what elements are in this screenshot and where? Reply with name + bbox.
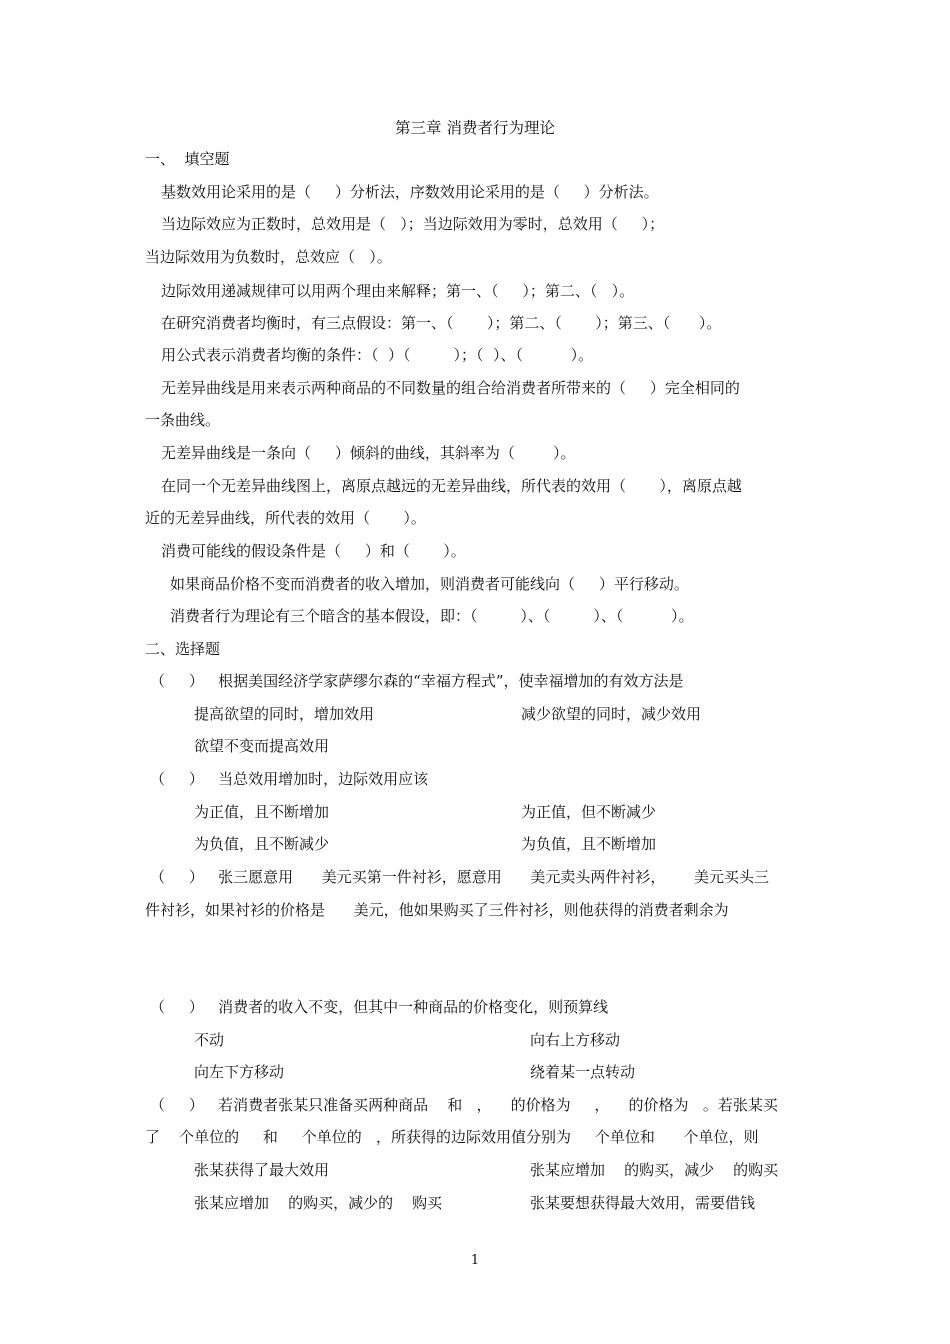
question-stem: 件衬衫，如果衬衫的价格是 美元，他如果购买了三件衬衫，则他获得的消费者剩余为	[145, 901, 729, 919]
fill-blank-line: 在同一个无差异曲线图上，离原点越远的无差异曲线，所代表的效用（ ），离原点越	[161, 477, 742, 495]
option: 张某要想获得最大效用，需要借钱	[530, 1194, 756, 1212]
option: 张某应增加 的购买，减少的 购买	[194, 1194, 443, 1212]
option: 为正值，但不断减少	[521, 803, 657, 821]
page-title: 第三章 消费者行为理论	[395, 119, 555, 137]
question-stem: （ ） 根据美国经济学家萨缪尔森的“幸福方程式”，使幸福增加的有效方法是	[150, 672, 684, 690]
question-stem: （ ） 若消费者张某只准备买两种商品 和 ， 的价格为 ， 的价格为 。若张某买	[150, 1096, 778, 1114]
fill-blank-line: 消费可能线的假设条件是（ ）和（ ）。	[161, 542, 466, 560]
fill-blank-line: 在研究消费者均衡时，有三点假设：第一、（ ）；第二、（ ）；第三、（ ）。	[161, 314, 722, 332]
fill-blank-line: 如果商品价格不变而消费者的收入增加，则消费者可能线向（ ）平行移动。	[170, 575, 689, 593]
fill-blank-line: 无差异曲线是一条向（ ）倾斜的曲线，其斜率为（ ）。	[161, 444, 576, 462]
question-stem: （ ） 当总效用增加时，边际效用应该	[150, 770, 429, 788]
fill-blank-line: 近的无差异曲线，所代表的效用（ ）。	[145, 509, 426, 527]
fill-blank-line: 当边际效用为负数时，总效应（ ）。	[145, 248, 392, 266]
option: 张某获得了最大效用	[194, 1161, 330, 1179]
section-heading-choice: 二、选择题	[145, 640, 221, 658]
question-stem: （ ） 消费者的收入不变，但其中一种商品的价格变化，则预算线	[150, 998, 609, 1016]
fill-blank-line: 一条曲线。	[145, 411, 221, 429]
fill-blank-line: 当边际效应为正数时，总效用是（ ）；当边际效用为零时，总效用（ ）；	[161, 215, 665, 233]
option: 为负值，且不断减少	[194, 835, 330, 853]
option: 张某应增加 的购买，减少 的购买	[530, 1161, 779, 1179]
option: 为正值，且不断增加	[194, 803, 330, 821]
option: 提高欲望的同时，增加效用	[194, 705, 375, 723]
option: 绕着某一点转动	[530, 1063, 636, 1081]
fill-blank-line: 基数效用论采用的是（ ）分析法，序数效用论采用的是（ ）分析法。	[161, 183, 659, 201]
section-heading-fill-blank: 一、 填空题	[145, 150, 230, 168]
option: 向左下方移动	[194, 1063, 285, 1081]
option: 向右上方移动	[530, 1031, 621, 1049]
option: 减少欲望的同时，减少效用	[521, 705, 702, 723]
question-stem: 了 个单位的 和 个单位的 ，所获得的边际效用值分别为 个单位和 个单位，则	[145, 1128, 759, 1146]
page-number: 1	[470, 1253, 480, 1268]
option: 为负值，且不断增加	[521, 835, 657, 853]
option: 欲望不变而提高效用	[194, 737, 330, 755]
fill-blank-line: 消费者行为理论有三个暗含的基本假设，即：（ ）、（ ）、（ ）。	[170, 607, 694, 625]
fill-blank-line: 无差异曲线是用来表示两种商品的不同数量的组合给消费者所带来的（ ）完全相同的	[161, 379, 740, 397]
fill-blank-line: 边际效用递减规律可以用两个理由来解释；第一、（ ）；第二、（ ）。	[161, 282, 635, 300]
fill-blank-line: 用公式表示消费者均衡的条件：（ ）（ ）；（ ）、（ ）。	[161, 346, 594, 364]
question-stem: （ ） 张三愿意用 美元买第一件衬衫，愿意用 美元卖头两件衬衫， 美元买头三	[150, 868, 769, 886]
option: 不动	[194, 1031, 225, 1049]
